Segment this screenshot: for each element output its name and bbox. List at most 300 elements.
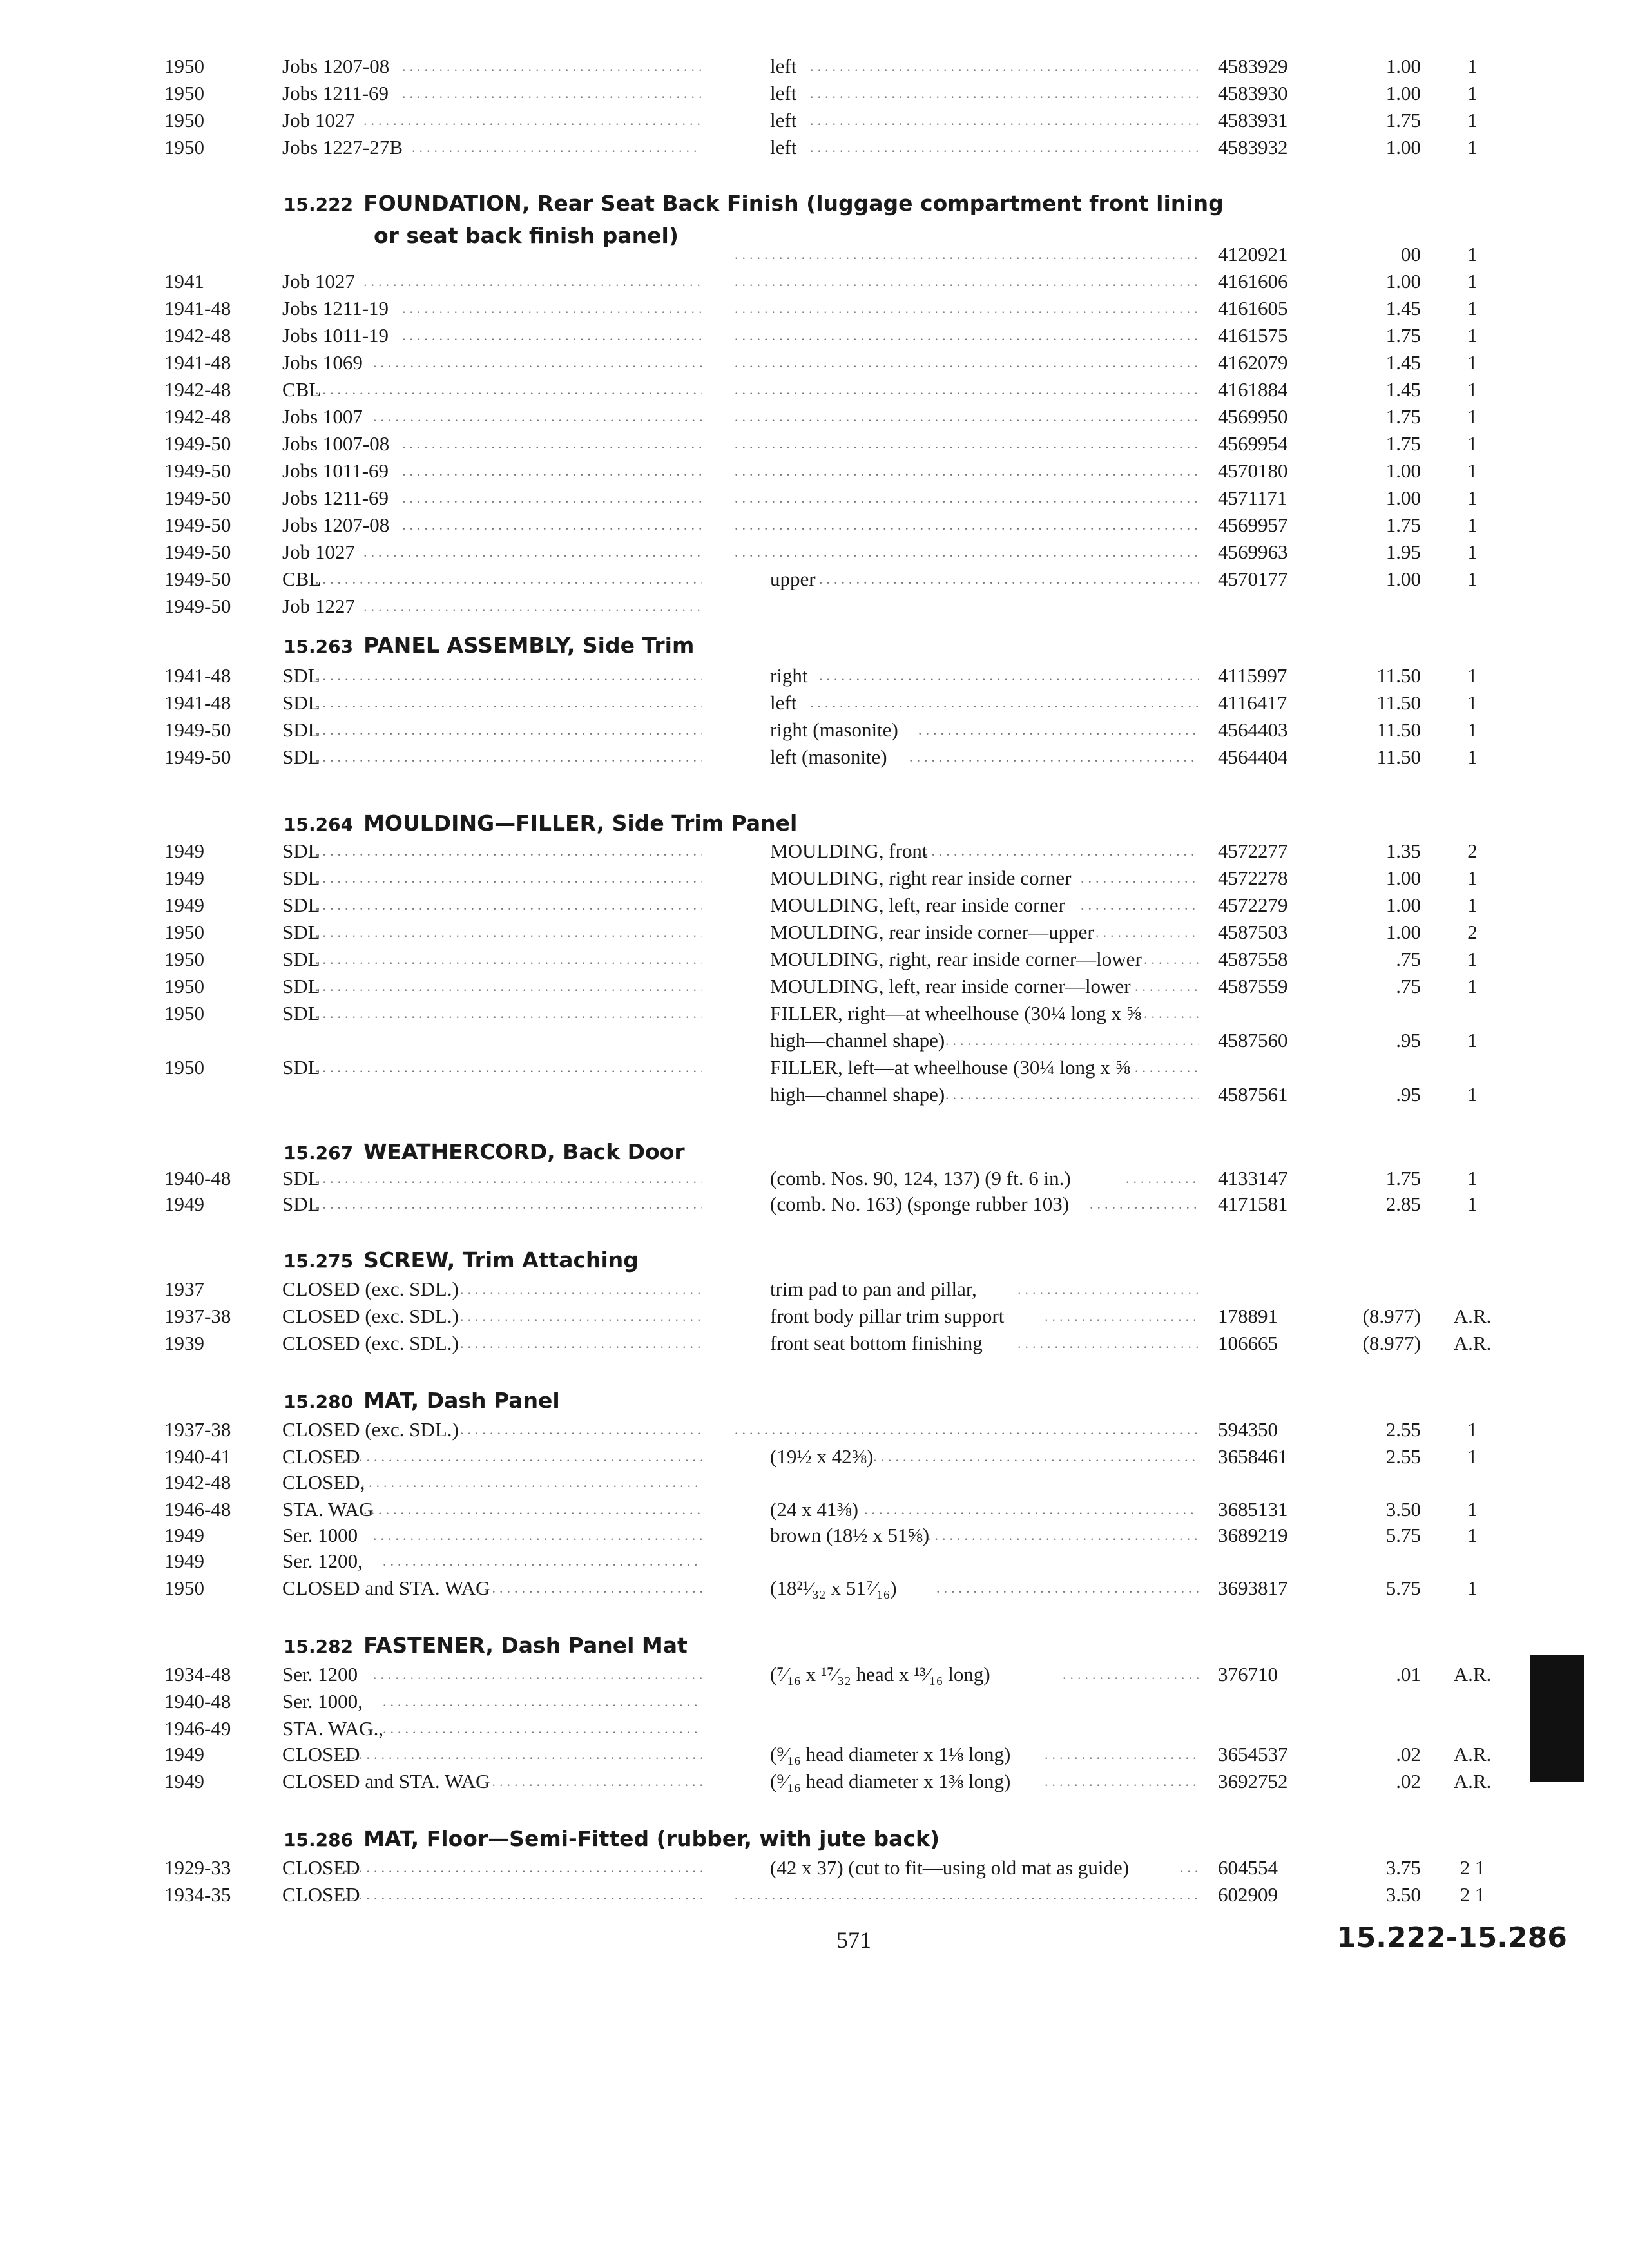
catalog-row	[0, 1302, 1629, 1331]
row-part-number: 4570180	[1218, 459, 1288, 482]
row-model: CLOSED (exc. SDL.)	[282, 1305, 459, 1327]
dot-leader	[383, 1546, 702, 1576]
row-price: 1.00	[1385, 867, 1421, 889]
page-number: 571	[836, 1927, 871, 1953]
row-price: 1.45	[1385, 378, 1421, 401]
row-part-number: 106665	[1218, 1332, 1278, 1354]
row-model: CLOSED	[282, 1743, 360, 1765]
row-part-number: 4587503	[1218, 921, 1288, 943]
row-quantity: 1	[1467, 351, 1478, 374]
row-year: 1934-48	[164, 1663, 231, 1686]
section-title-continued: or seat back finish panel)	[374, 223, 679, 248]
dot-leader	[315, 836, 702, 866]
dot-leader	[315, 688, 702, 718]
dot-leader	[1081, 863, 1199, 893]
row-price: 1.00	[1385, 459, 1421, 482]
catalog-row	[0, 1415, 1629, 1445]
row-price: 1.00	[1385, 55, 1421, 77]
row-price: .95	[1396, 1029, 1421, 1052]
row-quantity: 1	[1467, 1193, 1478, 1215]
row-description: left	[770, 691, 797, 714]
dot-leader	[810, 52, 1199, 81]
dot-leader	[1135, 1053, 1199, 1082]
dot-leader	[460, 1302, 702, 1331]
row-part-number: 4572277	[1218, 840, 1288, 862]
row-description: MOULDING, front	[770, 840, 928, 862]
catalog-row	[0, 537, 1629, 567]
dot-leader	[315, 945, 702, 974]
dot-leader	[735, 240, 1199, 269]
dot-leader	[735, 267, 1199, 296]
row-part-number: 4162079	[1218, 351, 1288, 374]
dot-leader	[936, 1573, 1199, 1603]
row-year: 1949	[164, 1524, 204, 1546]
dot-leader	[810, 133, 1199, 162]
row-year: 1949-50	[164, 541, 231, 563]
row-quantity: 1	[1467, 1418, 1478, 1441]
row-year: 1949-50	[164, 459, 231, 482]
row-price: 5.75	[1385, 1524, 1421, 1546]
row-price: 1.75	[1385, 1167, 1421, 1189]
row-model: Ser. 1000,	[282, 1690, 363, 1713]
row-year: 1949	[164, 1743, 204, 1765]
catalog-row	[0, 742, 1629, 772]
section-title: MAT, Dash Panel	[363, 1388, 560, 1413]
dot-leader	[1090, 1189, 1199, 1219]
row-year: 1950	[164, 82, 204, 104]
catalog-row	[0, 1468, 1629, 1497]
catalog-row	[0, 1274, 1629, 1304]
row-year: 1950	[164, 55, 204, 77]
row-quantity: 1	[1467, 1445, 1478, 1468]
dot-leader	[470, 1573, 702, 1603]
catalog-row	[0, 890, 1629, 920]
row-part-number: 4564403	[1218, 718, 1288, 741]
row-price: 3.50	[1385, 1883, 1421, 1906]
row-quantity: 1	[1467, 867, 1478, 889]
row-price: .75	[1396, 975, 1421, 997]
row-model: Jobs 1011-69	[282, 459, 389, 482]
row-quantity: 1	[1467, 324, 1478, 347]
row-description: (⁹⁄₁₆ head diameter x 1⅛ long)	[770, 1743, 1011, 1765]
row-price: 2.55	[1385, 1418, 1421, 1441]
row-quantity: A.R.	[1453, 1663, 1492, 1686]
row-description: (⁹⁄₁₆ head diameter x 1⅜ long)	[770, 1770, 1011, 1792]
catalog-row	[0, 999, 1629, 1028]
row-quantity: 2 1	[1460, 1856, 1485, 1879]
row-year: 1949	[164, 840, 204, 862]
catalog-row	[0, 483, 1629, 513]
row-year: 1939	[164, 1332, 204, 1354]
thumb-index-tab	[1530, 1655, 1584, 1782]
row-description: brown (18½ x 51⅝)	[770, 1524, 930, 1546]
row-price: .75	[1396, 948, 1421, 970]
row-year: 1942-48	[164, 324, 231, 347]
row-quantity: 1	[1467, 432, 1478, 455]
catalog-row	[0, 1687, 1629, 1716]
row-description: MOULDING, left, rear inside corner	[770, 894, 1065, 916]
row-year: 1941	[164, 270, 204, 293]
row-description: front seat bottom finishing	[770, 1332, 983, 1354]
catalog-row	[0, 918, 1629, 947]
section-title: SCREW, Trim Attaching	[363, 1247, 639, 1273]
row-year: 1946-48	[164, 1498, 231, 1521]
catalog-row	[0, 591, 1629, 621]
dot-leader	[315, 715, 702, 745]
row-model: SDL	[282, 664, 320, 687]
row-quantity: A.R.	[1453, 1743, 1492, 1765]
catalog-row	[0, 1880, 1629, 1910]
row-model: CLOSED (exc. SDL.)	[282, 1418, 459, 1441]
dot-leader	[1045, 1302, 1199, 1331]
section-title: WEATHERCORD, Back Door	[363, 1139, 685, 1164]
row-model: SDL	[282, 921, 320, 943]
row-model: Job 1027	[282, 270, 355, 293]
row-part-number: 4587561	[1218, 1083, 1288, 1106]
dot-leader	[363, 267, 702, 296]
dot-leader	[1144, 945, 1199, 974]
row-price: .95	[1396, 1083, 1421, 1106]
section-range: 15.222-15.286	[1336, 1921, 1567, 1954]
row-part-number: 178891	[1218, 1305, 1278, 1327]
row-price: 1.45	[1385, 351, 1421, 374]
row-model: Jobs 1211-69	[282, 82, 389, 104]
catalog-row	[0, 79, 1629, 108]
row-year: 1940-48	[164, 1167, 231, 1189]
row-part-number: 4569954	[1218, 432, 1288, 455]
catalog-row	[0, 106, 1629, 135]
dot-leader	[1063, 1660, 1199, 1689]
row-year: 1949-50	[164, 745, 231, 768]
row-model: Jobs 1227-27B	[282, 136, 403, 159]
dot-leader	[363, 537, 702, 567]
section-title: FASTENER, Dash Panel Mat	[363, 1633, 688, 1658]
row-year: 1940-41	[164, 1445, 231, 1468]
row-part-number: 4161575	[1218, 324, 1288, 347]
catalog-row	[0, 688, 1629, 718]
dot-leader	[315, 918, 702, 947]
row-year: 1942-48	[164, 378, 231, 401]
row-price: 1.00	[1385, 568, 1421, 590]
row-part-number: 4587559	[1218, 975, 1288, 997]
row-quantity: 1	[1467, 664, 1478, 687]
row-price: 1.00	[1385, 486, 1421, 509]
row-year: 1941-48	[164, 664, 231, 687]
row-quantity: 1	[1467, 1083, 1478, 1106]
row-description: (comb. Nos. 90, 124, 137) (9 ft. 6 in.)	[770, 1167, 1071, 1189]
dot-leader	[315, 890, 702, 920]
catalog-row	[0, 1026, 1629, 1055]
row-part-number: 604554	[1218, 1856, 1278, 1879]
dot-leader	[460, 1274, 702, 1304]
section-heading	[284, 1630, 688, 1662]
dot-leader	[315, 661, 702, 691]
row-year: 1950	[164, 1056, 204, 1079]
row-price: 1.75	[1385, 405, 1421, 428]
row-part-number: 4587558	[1218, 948, 1288, 970]
row-model: SDL	[282, 1193, 320, 1215]
row-description: MOULDING, right rear inside corner	[770, 867, 1072, 889]
dot-leader	[909, 742, 1199, 772]
row-year: 1941-48	[164, 351, 231, 374]
section-heading	[284, 630, 694, 662]
row-price: 2.85	[1385, 1193, 1421, 1215]
catalog-row	[0, 1080, 1629, 1110]
catalog-row	[0, 510, 1629, 540]
row-price: 1.00	[1385, 136, 1421, 159]
row-quantity: A.R.	[1453, 1770, 1492, 1792]
row-description: (19½ x 42⅜)	[770, 1445, 874, 1468]
row-part-number: 4115997	[1218, 664, 1287, 687]
dot-leader	[315, 999, 702, 1028]
row-part-number: 4587560	[1218, 1029, 1288, 1052]
catalog-row	[0, 429, 1629, 459]
section-number: 15.280	[284, 1391, 354, 1412]
row-model: CBL	[282, 568, 322, 590]
row-description: upper	[770, 568, 816, 590]
section-number: 15.275	[284, 1251, 354, 1272]
row-model: Jobs 1007-08	[282, 432, 390, 455]
row-price: 1.00	[1385, 270, 1421, 293]
row-part-number: 3658461	[1218, 1445, 1288, 1468]
dot-leader	[945, 1026, 1199, 1055]
row-part-number: 4161605	[1218, 297, 1288, 320]
row-part-number: 4572278	[1218, 867, 1288, 889]
row-price: 1.75	[1385, 514, 1421, 536]
row-model: SDL	[282, 894, 320, 916]
row-model: Jobs 1207-08	[282, 55, 390, 77]
dot-leader	[402, 294, 702, 323]
row-quantity: 1	[1467, 405, 1478, 428]
section-heading	[284, 808, 797, 840]
row-price: 1.00	[1385, 921, 1421, 943]
catalog-row	[0, 564, 1629, 594]
row-part-number: 3689219	[1218, 1524, 1288, 1546]
row-part-number: 4161884	[1218, 378, 1288, 401]
dot-leader	[735, 294, 1199, 323]
section-number: 15.263	[284, 636, 354, 657]
catalog-row	[0, 52, 1629, 81]
dot-leader	[344, 1880, 702, 1910]
row-year: 1949-50	[164, 718, 231, 741]
row-part-number: 4171581	[1218, 1193, 1288, 1215]
dot-leader	[735, 456, 1199, 486]
catalog-row	[0, 945, 1629, 974]
row-model: Job 1227	[282, 595, 355, 617]
row-price: .01	[1396, 1663, 1421, 1686]
catalog-row	[0, 1053, 1629, 1082]
catalog-row	[0, 1573, 1629, 1603]
row-model: SDL	[282, 1167, 320, 1189]
row-part-number: 3693817	[1218, 1577, 1288, 1599]
row-quantity: 1	[1467, 136, 1478, 159]
dot-leader	[1017, 1329, 1199, 1358]
row-description: MOULDING, right, rear inside corner—lower	[770, 948, 1142, 970]
row-model: CLOSED,	[282, 1471, 365, 1494]
dot-leader	[1081, 918, 1199, 947]
row-quantity: 2 1	[1460, 1883, 1485, 1906]
row-description: left	[770, 136, 797, 159]
section-number: 15.286	[284, 1829, 354, 1850]
row-part-number: 602909	[1218, 1883, 1278, 1906]
dot-leader	[373, 1660, 702, 1689]
row-year: 1934-35	[164, 1883, 231, 1906]
dot-leader	[315, 863, 702, 893]
catalog-row	[0, 715, 1629, 745]
row-quantity: 1	[1467, 514, 1478, 536]
row-quantity: A.R.	[1453, 1305, 1492, 1327]
row-year: 1946-49	[164, 1717, 231, 1740]
catalog-row	[0, 240, 1629, 269]
row-quantity: 2	[1467, 921, 1478, 943]
row-model: SDL	[282, 975, 320, 997]
row-year: 1950	[164, 1002, 204, 1024]
dot-leader	[363, 106, 702, 135]
row-model: Ser. 1000	[282, 1524, 358, 1546]
dot-leader	[735, 348, 1199, 378]
row-price: .02	[1396, 1770, 1421, 1792]
row-price: (8.977)	[1362, 1305, 1421, 1327]
row-model: SDL	[282, 745, 320, 768]
dot-leader	[402, 52, 702, 81]
catalog-row	[0, 1740, 1629, 1769]
dot-leader	[819, 564, 1199, 594]
row-description: high—channel shape)	[770, 1029, 945, 1052]
catalog-row	[0, 133, 1629, 162]
dot-leader	[819, 661, 1199, 691]
row-description: front body pillar trim support	[770, 1305, 1005, 1327]
dot-leader	[315, 564, 702, 594]
row-quantity: 2	[1467, 840, 1478, 862]
catalog-row	[0, 375, 1629, 405]
row-description: left	[770, 82, 797, 104]
row-year: 1929-33	[164, 1856, 231, 1879]
row-year: 1949	[164, 1193, 204, 1215]
row-price: 1.00	[1385, 82, 1421, 104]
row-model: Ser. 1200	[282, 1663, 358, 1686]
dot-leader	[402, 483, 702, 513]
row-description: MOULDING, left, rear inside corner—lower	[770, 975, 1131, 997]
row-price: 1.95	[1385, 541, 1421, 563]
dot-leader	[735, 510, 1199, 540]
row-description: (⁷⁄₁₆ x ¹⁷⁄₃₂ head x ¹³⁄₁₆ long)	[770, 1663, 990, 1686]
dot-leader	[383, 1687, 702, 1716]
dot-leader	[460, 1329, 702, 1358]
row-year: 1950	[164, 975, 204, 997]
row-description: high—channel shape)	[770, 1083, 945, 1106]
section-heading	[284, 1245, 639, 1277]
section-title: MAT, Floor—Semi-Fitted (rubber, with jute back)	[363, 1826, 940, 1851]
row-price: 2.55	[1385, 1445, 1421, 1468]
row-model: CLOSED and STA. WAG	[282, 1770, 490, 1792]
catalog-row	[0, 972, 1629, 1001]
catalog-row	[0, 836, 1629, 866]
row-description: (comb. No. 163) (sponge rubber 103)	[770, 1193, 1070, 1215]
row-model: Jobs 1211-19	[282, 297, 389, 320]
row-price: 1.35	[1385, 840, 1421, 862]
row-price: 11.50	[1376, 691, 1421, 714]
row-model: Jobs 1207-08	[282, 514, 390, 536]
row-description: left	[770, 55, 797, 77]
row-quantity: 1	[1467, 459, 1478, 482]
dot-leader	[402, 79, 702, 108]
row-quantity: 1	[1467, 568, 1478, 590]
catalog-row	[0, 456, 1629, 486]
dot-leader	[1017, 1274, 1199, 1304]
row-price: 1.45	[1385, 297, 1421, 320]
dot-leader	[1135, 972, 1199, 1001]
row-year: 1949-50	[164, 432, 231, 455]
row-quantity: 1	[1467, 378, 1478, 401]
dot-leader	[1144, 999, 1199, 1028]
row-model: SDL	[282, 948, 320, 970]
dot-leader	[315, 972, 702, 1001]
catalog-row	[0, 1767, 1629, 1796]
catalog-row	[0, 1546, 1629, 1576]
catalog-row	[0, 294, 1629, 323]
row-quantity: 1	[1467, 1167, 1478, 1189]
dot-leader	[1081, 890, 1199, 920]
row-part-number: 4120921	[1218, 243, 1288, 265]
row-model: SDL	[282, 691, 320, 714]
section-number: 15.267	[284, 1142, 354, 1164]
row-model: Job 1027	[282, 541, 355, 563]
row-part-number: 3654537	[1218, 1743, 1288, 1765]
row-year: 1942-48	[164, 405, 231, 428]
row-description: left (masonite)	[770, 745, 887, 768]
dot-leader	[315, 375, 702, 405]
row-description: left	[770, 109, 797, 131]
row-description: (24 x 41⅜)	[770, 1498, 858, 1521]
row-quantity: 1	[1467, 486, 1478, 509]
row-quantity: 1	[1467, 243, 1478, 265]
row-quantity: 1	[1467, 109, 1478, 131]
row-quantity: 1	[1467, 297, 1478, 320]
row-part-number: 4569957	[1218, 514, 1288, 536]
row-model: SDL	[282, 718, 320, 741]
row-price: 11.50	[1376, 664, 1421, 687]
row-year: 1949-50	[164, 595, 231, 617]
dot-leader	[918, 715, 1199, 745]
dot-leader	[945, 1080, 1199, 1110]
dot-leader	[735, 1880, 1199, 1910]
row-quantity: 1	[1467, 55, 1478, 77]
row-year: 1937-38	[164, 1305, 231, 1327]
row-year: 1950	[164, 921, 204, 943]
row-quantity: 1	[1467, 691, 1478, 714]
row-price: 5.75	[1385, 1577, 1421, 1599]
row-quantity: 1	[1467, 270, 1478, 293]
row-model: Jobs 1011-19	[282, 324, 389, 347]
row-model: CLOSED and STA. WAG	[282, 1577, 490, 1599]
row-quantity: 1	[1467, 718, 1478, 741]
row-quantity: A.R.	[1453, 1332, 1492, 1354]
dot-leader	[735, 483, 1199, 513]
dot-leader	[810, 688, 1199, 718]
row-quantity: 1	[1467, 541, 1478, 563]
row-part-number: 4572279	[1218, 894, 1288, 916]
row-price: .02	[1396, 1743, 1421, 1765]
row-quantity: 1	[1467, 1524, 1478, 1546]
section-number: 15.264	[284, 814, 354, 835]
dot-leader	[735, 375, 1199, 405]
dot-leader	[735, 429, 1199, 459]
dot-leader	[344, 1740, 702, 1769]
row-model: STA. WAG	[282, 1498, 374, 1521]
row-part-number: 4161606	[1218, 270, 1288, 293]
dot-leader	[344, 1853, 702, 1883]
row-part-number: 4564404	[1218, 745, 1288, 768]
